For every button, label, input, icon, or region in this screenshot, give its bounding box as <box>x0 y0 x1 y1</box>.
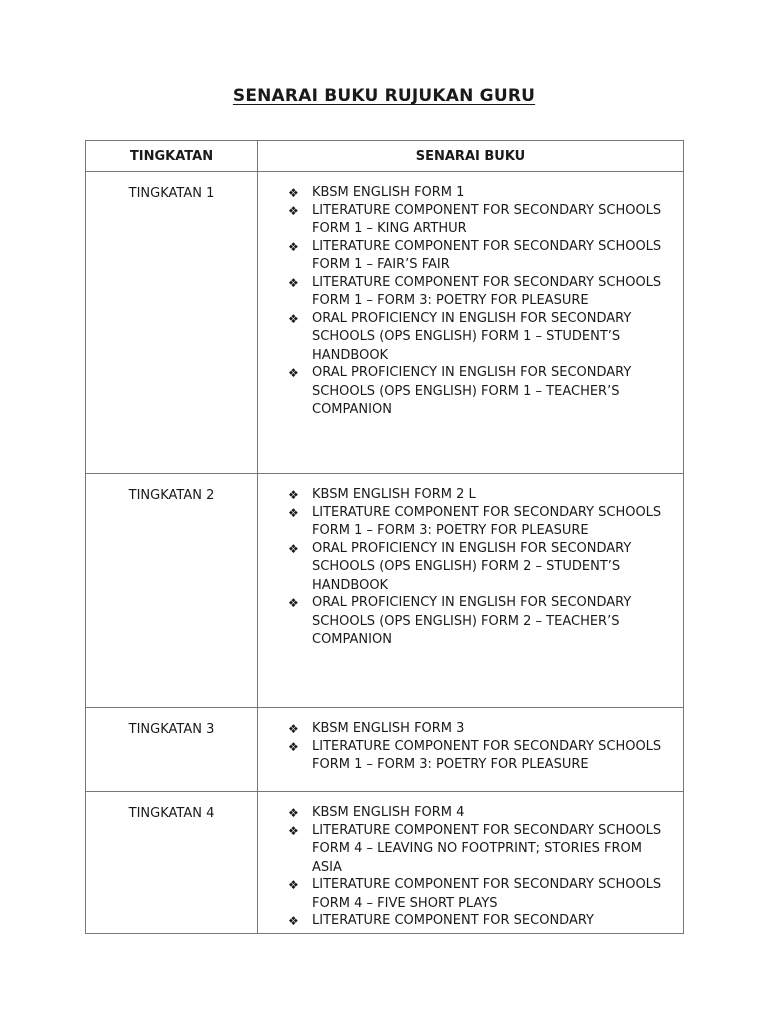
diamond-bullet-icon: ❖ <box>288 806 299 820</box>
list-item: ❖ KBSM ENGLISH FORM 4 <box>288 805 465 820</box>
list-item: ❖ LITERATURE COMPONENT FOR SECONDARY SCHOOLS FORM 4 – LEAVING NO FOOTPRINT; STORIES FROM ASIA <box>288 822 662 875</box>
books-cell <box>258 172 684 474</box>
book-list <box>258 474 683 650</box>
list-item: ❖ LITERATURE COMPONENT FOR SECONDARY <box>288 913 594 928</box>
diamond-bullet-icon: ❖ <box>288 596 299 610</box>
table-row <box>86 792 684 934</box>
reference-book-table <box>85 140 684 934</box>
diamond-bullet-icon: ❖ <box>288 488 299 502</box>
books-cell <box>258 474 684 708</box>
list-item: ❖ LITERATURE COMPONENT FOR SECONDARY SCHOOLS FORM 4 – FIVE SHORT PLAYS <box>288 877 662 911</box>
diamond-bullet-icon: ❖ <box>288 541 299 556</box>
table-row <box>86 474 684 708</box>
list-item: ❖ LITERATURE COMPONENT FOR SECONDARY SCHOOLS FORM 1 – KING ARTHUR <box>288 202 662 236</box>
list-item: ❖ LITERATURE COMPONENT FOR SECONDARY SCHOOLS FORM 1 – FORM 3: POETRY FOR PLEASURE <box>288 738 662 772</box>
list-item: ❖ ORAL PROFICIENCY IN ENGLISH FOR SECONDARY SCHOOLS (OPS ENGLISH) FORM 2 – TEACHER’S COMPANION <box>288 595 632 647</box>
header-level: TINGKATAN <box>86 141 258 172</box>
list-item: ❖ LITERATURE COMPONENT FOR SECONDARY SCHOOLS FORM 1 – FAIR’S FAIR <box>288 238 662 272</box>
table-row <box>86 172 684 474</box>
diamond-bullet-icon: ❖ <box>288 311 299 326</box>
header-books: SENARAI BUKU <box>258 141 684 172</box>
list-item: ❖ LITERATURE COMPONENT FOR SECONDARY SCHOOLS FORM 1 – FORM 3: POETRY FOR PLEASURE <box>288 274 662 308</box>
list-item: ❖ ORAL PROFICIENCY IN ENGLISH FOR SECONDARY SCHOOLS (OPS ENGLISH) FORM 1 – STUDENT’S HANDBOOK <box>288 310 632 363</box>
level-cell: TINGKATAN 4 <box>86 792 258 934</box>
books-cell <box>258 792 684 934</box>
level-cell: TINGKATAN 1 <box>86 172 258 474</box>
list-item: ❖ LITERATURE COMPONENT FOR SECONDARY SCHOOLS FORM 1 – FORM 3: POETRY FOR PLEASURE <box>288 504 662 538</box>
diamond-bullet-icon: ❖ <box>288 203 299 218</box>
book-list <box>258 172 683 420</box>
book-list <box>258 708 683 775</box>
list-item: ❖ ORAL PROFICIENCY IN ENGLISH FOR SECONDARY SCHOOLS (OPS ENGLISH) FORM 1 – TEACHER’S COMPANION <box>288 365 632 417</box>
list-item: ❖ ORAL PROFICIENCY IN ENGLISH FOR SECONDARY SCHOOLS (OPS ENGLISH) FORM 2 – STUDENT’S HANDBOOK <box>288 540 632 593</box>
page-title: SENARAI BUKU RUJUKAN GURU <box>232 86 536 106</box>
diamond-bullet-icon: ❖ <box>288 505 299 520</box>
diamond-bullet-icon: ❖ <box>288 239 299 254</box>
table-row <box>86 708 684 792</box>
book-list <box>258 792 683 934</box>
table-header-row <box>86 141 684 172</box>
diamond-bullet-icon: ❖ <box>288 823 299 838</box>
diamond-bullet-icon: ❖ <box>288 722 299 736</box>
diamond-bullet-icon: ❖ <box>288 186 299 200</box>
diamond-bullet-icon: ❖ <box>288 275 299 290</box>
list-item: ❖ KBSM ENGLISH FORM 2 L <box>288 487 476 502</box>
books-cell <box>258 708 684 792</box>
list-item: ❖ KBSM ENGLISH FORM 3 <box>288 721 465 736</box>
list-item: ❖ KBSM ENGLISH FORM 1 <box>288 185 465 200</box>
diamond-bullet-icon: ❖ <box>288 914 299 928</box>
diamond-bullet-icon: ❖ <box>288 366 299 380</box>
diamond-bullet-icon: ❖ <box>288 739 299 754</box>
level-cell: TINGKATAN 3 <box>86 708 258 792</box>
level-cell: TINGKATAN 2 <box>86 474 258 708</box>
diamond-bullet-icon: ❖ <box>288 878 299 892</box>
